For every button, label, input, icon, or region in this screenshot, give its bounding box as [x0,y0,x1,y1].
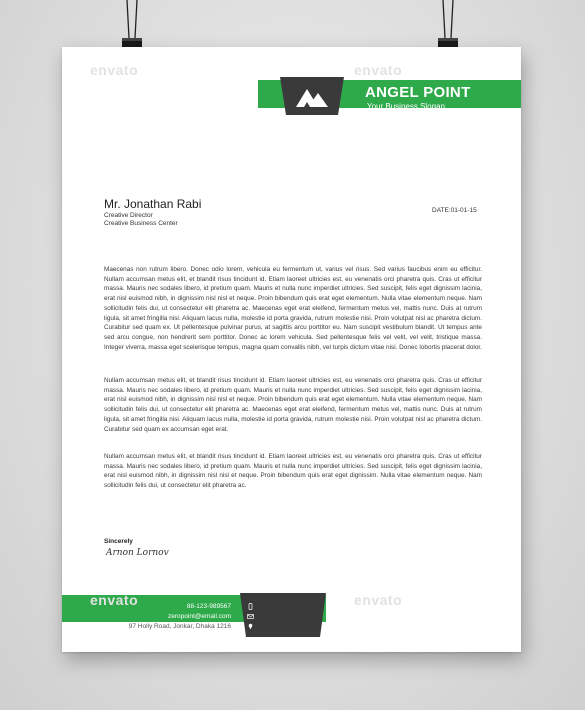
watermark-bottom-right: envato [354,592,403,608]
body-paragraph-2: Nullam accumsan metus elit, et blandit risus tincidunt id. Etiam laoreet ultricies est, eu venenatis orci pharetra quis. Cras ut efficitur massa. Mauris nec sodales libero, id pretium quam. Mauris et nulla nunc imperdiet ultricies. Sed suscipit, felis eget dignissim lacinia, erat nisl euismod nibh, in dignissim nisl nisl et neque. Proin bibendum quis erat eget elementum. Nulla vitae elementum neque. Nam sollicitudin felis dui, ut consectetur elit pharetra ac. Maecenas eget erat eleifend, fermentum metus vel, mattis nunc. Duis at rutrum ligula, sit amet fringilla nisi. Aliquam lacus nulla, molestie id porta gravida, rutrum molestie nisi. Proin volutpat nisl ac pharetra dictum. Curabitur sed quam ex accumsan eget erat. [104,377,482,433]
body-paragraph-3: Nullam accumsan metus elit, et blandit risus tincidunt id. Etiam laoreet ultricies est, eu venenatis orci pharetra quis. Cras ut efficitur massa. Mauris nec sodales libero, id pretium quam. Mauris et nulla nunc imperdiet ultricies. Sed suscipit, felis eget dignissim lacinia, erat nisl euismod nibh, in dignissim nisl nisl et neque. Proin bibendum quis erat eget dignissim. Nulla vitae elementum neque. Nam sollicitudin felis dui, ut consectetur elit pharetra ac. [104,453,482,490]
brand-slogan: Your Business Slogan [367,102,445,111]
recipient-company: Creative Business Center [104,220,178,227]
signature: Arnon Lornov [106,548,169,558]
footer-phone: 88-123-989567 [186,603,231,610]
brand-name: ANGEL POINT [365,84,471,101]
location-pin-icon [247,623,254,630]
footer-email: zeropoint@email.com [168,613,231,620]
recipient-name: Mr. Jonathan Rabi [104,197,202,211]
letterhead-paper [62,47,521,652]
recipient-title: Creative Director [104,212,153,219]
watermark-bottom-left: envato [90,592,139,608]
watermark-top-right: envato [354,62,403,78]
footer-address: 97 Holly Road, Jonkar, Dhaka 1216 [128,623,231,630]
watermark-top-left: envato [90,62,139,78]
phone-icon [247,603,254,610]
email-icon [247,613,254,620]
letter-date: DATE:01-01-15 [432,207,477,214]
body-paragraph-1: Maecenas non rutrum libero. Donec odio lorem, vehicula eu fermentum ut, varius vel risus. Sed varius faucibus enim eu efficitur. Nullam accumsan metus elit, et blandit risus tincidunt id. Etiam laoreet ultricies est, eu venenatis orci pharetra quis. Cras ut efficitur massa. Mauris nec sodales libero, id pretium quam. Mauris et nulla nunc imperdiet ultricies. Sed suscipit, felis eget dignissim lacinia, erat nisl euismod nibh, in dignissim nisl nisl et neque. Proin bibendum quis erat eget elementum. Nulla vitae elementum neque. Nam sollicitudin felis dui, ut consectetur elit pharetra ac. Maecenas eget erat eleifend, fermentum metus vel, mattis nunc. Duis at rutrum ligula, sit amet fringilla nisi. Aliquam lacus nulla, molestie id porta gravida, rutrum molestie nisi. Proin volutpat nisl ac pharetra dictum. Curabitur sed quam ex. Ut pellentesque pulvinar purus, at sagittis arcu porttitor eu. Nam suscipit vestibulum blandit. Ut tempus ante sed arcu congue, non hendrerit sem porttitor. Donec ac lorem vehicula. Sed pellentesque felis vel velit, vel velit, tristique massa. Integer viverra, massa eget scelerisque tempus, magna quam convallis nibh, vel turpis dictum vitae nisi. Donec lobortis placerat dolor. [104,266,482,351]
logo-badge [280,77,344,115]
closing-sincerely: Sincerely [104,538,133,545]
